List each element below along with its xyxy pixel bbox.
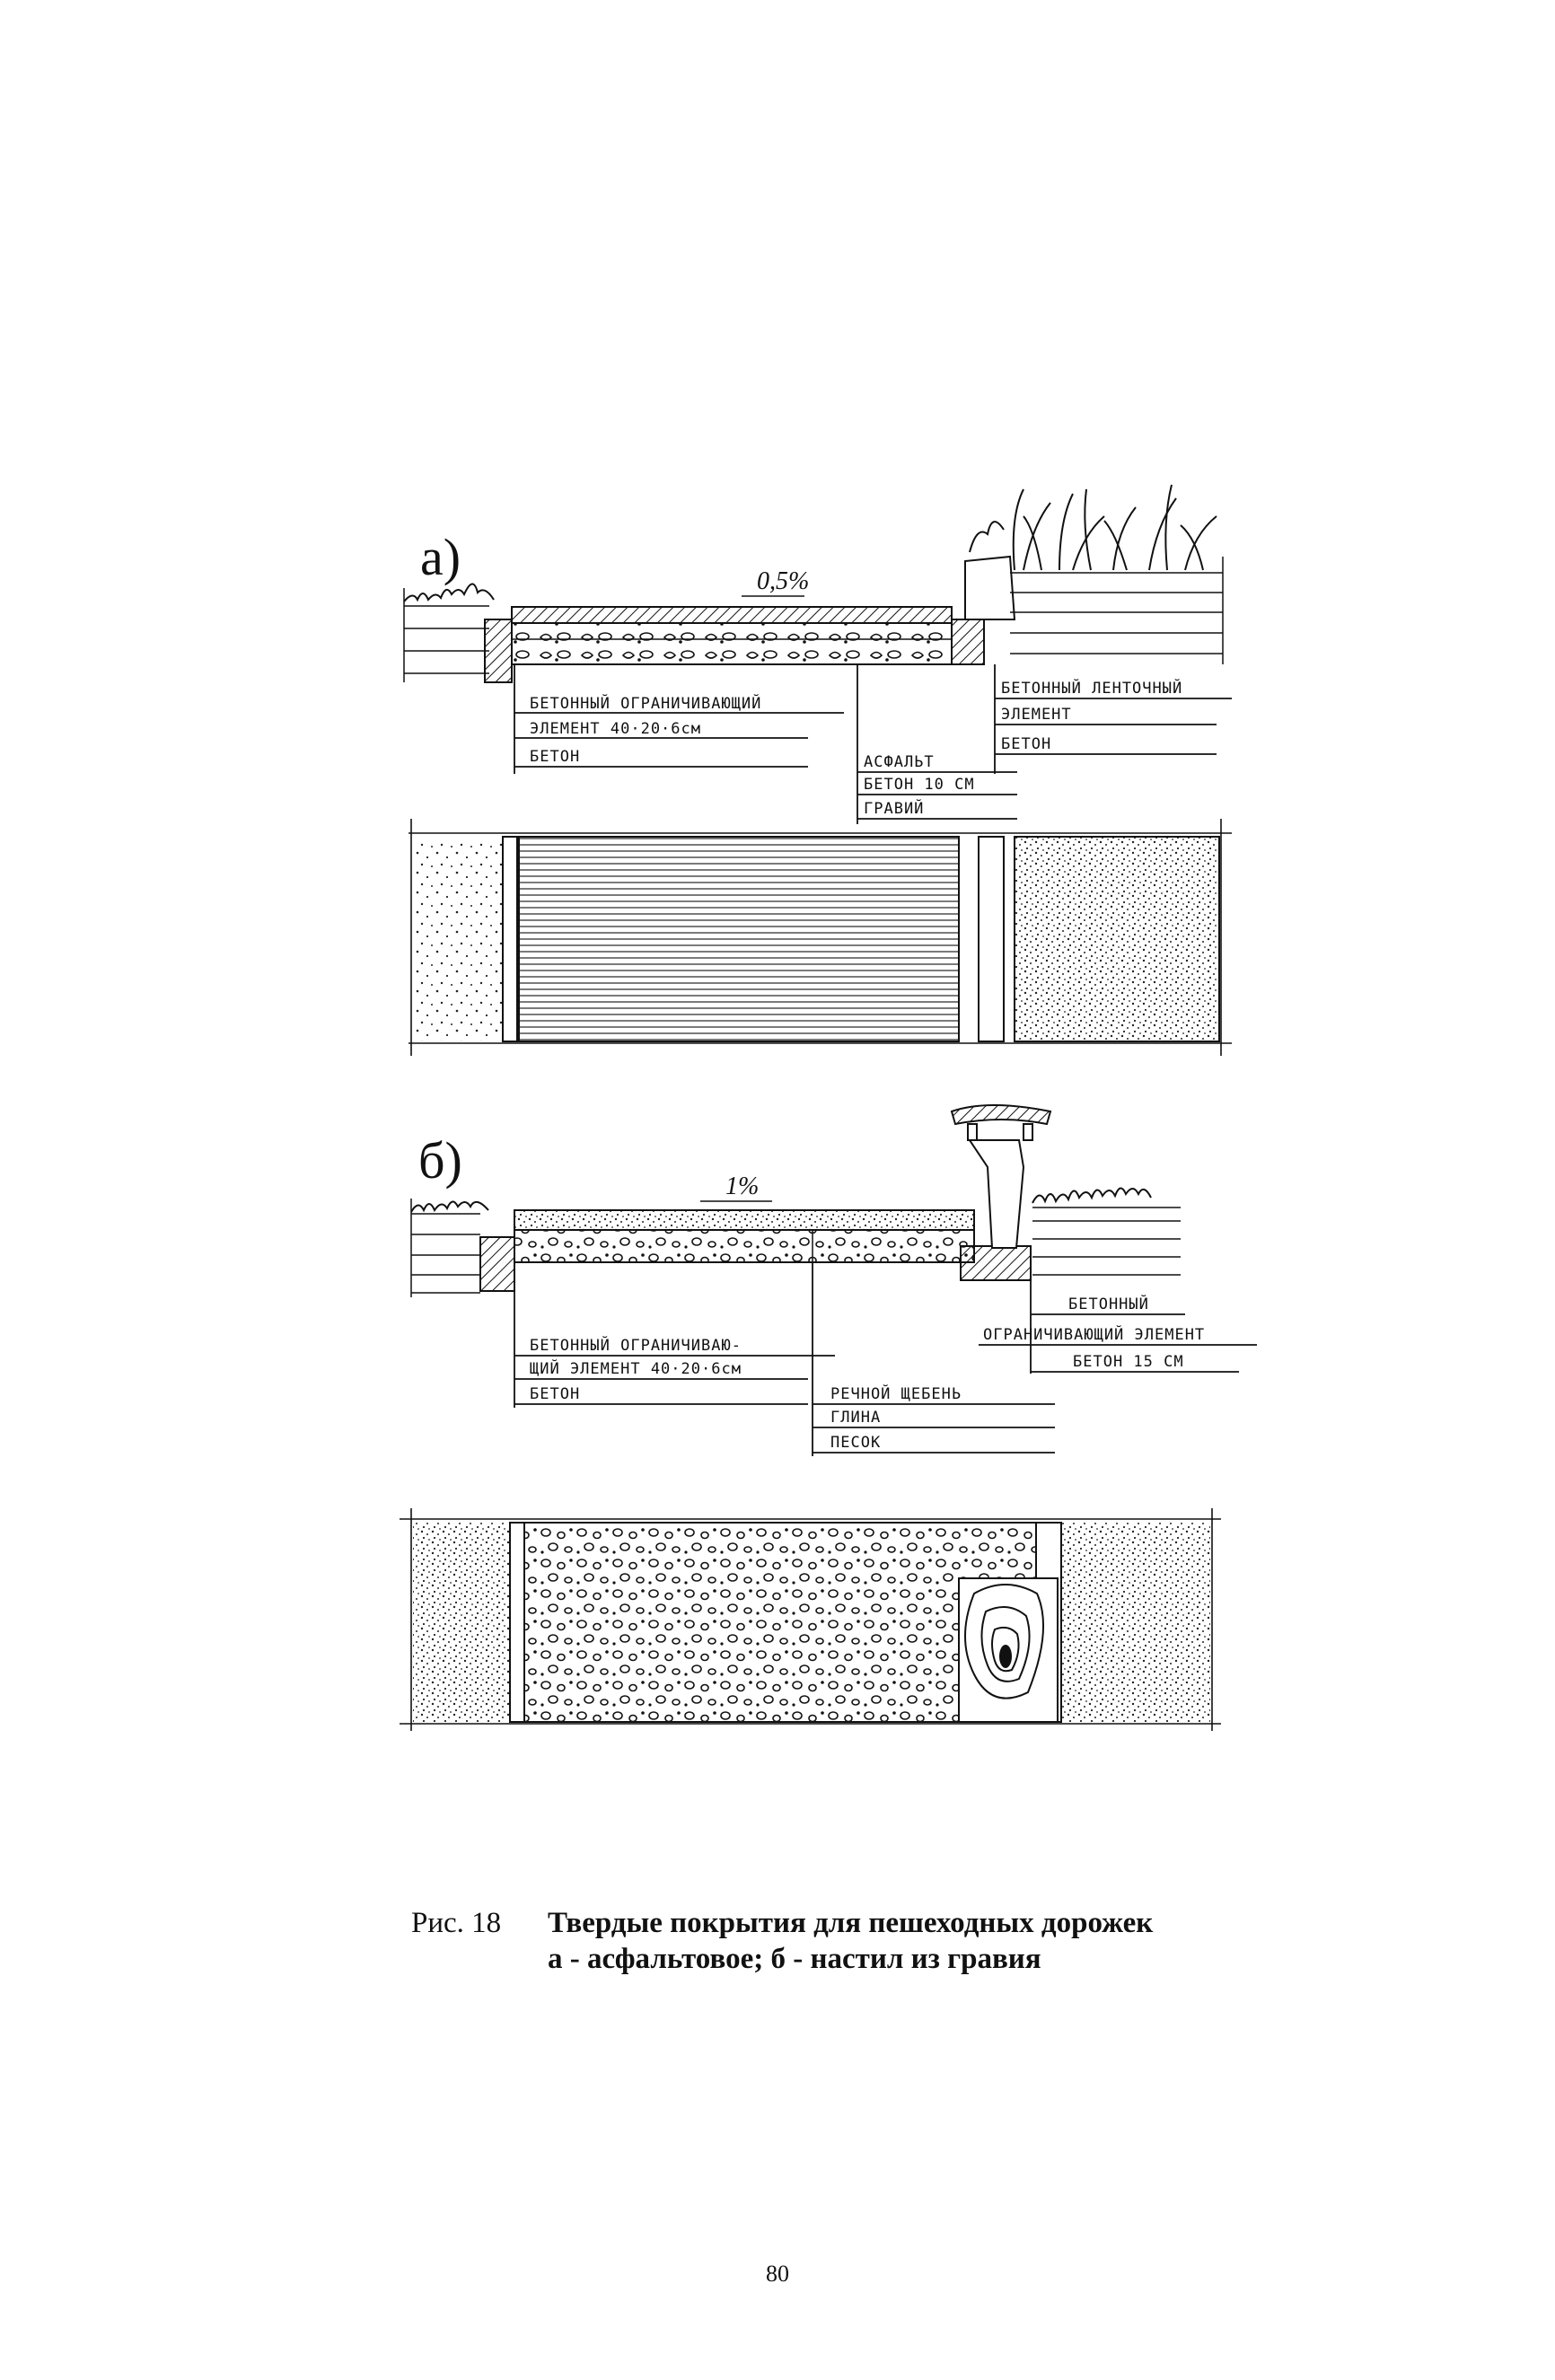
plan-a-asphalt [519, 837, 959, 1041]
label-b-surface-1: РЕЧНОЙ ЩЕБЕНЬ [830, 1385, 962, 1403]
curb-right-b [961, 1246, 1031, 1280]
grass-right-b [1032, 1188, 1151, 1203]
planter-wall-a [965, 557, 1015, 619]
slope-label-a: 0,5% [757, 567, 810, 595]
ground-left-b [411, 1199, 480, 1297]
caption-title: Твердые покрытия для пешеходных дорожек [548, 1907, 1154, 1939]
river-gravel-layer [514, 1210, 974, 1230]
caption-line-1 [411, 1905, 1153, 1941]
curb-left-b [480, 1237, 514, 1291]
slope-label-b: 1% [725, 1172, 760, 1200]
plan-a-planted-bed [1015, 837, 1219, 1041]
concrete-layer-a [512, 623, 952, 664]
figure-b-plan [400, 1508, 1221, 1731]
label-b-surface-3: ПЕСОК [830, 1434, 882, 1452]
label-a-left-edge-2: ЭЛЕМЕНТ 40·20·6см [530, 720, 701, 738]
plan-b-ground-left [413, 1523, 510, 1722]
label-a-right-edge-2: ЭЛЕМЕНТ [1001, 706, 1072, 724]
label-a-right-edge-1: БЕТОННЫЙ ЛЕНТОЧНЫЙ [1001, 680, 1183, 698]
asphalt-layer [512, 607, 952, 623]
ground-right-a [1010, 557, 1223, 664]
plan-b-ground-right [1061, 1523, 1210, 1722]
figure-b-section [411, 1105, 1257, 1456]
curb-left-a [485, 619, 512, 682]
label-a-left-edge-3: БЕТОН [530, 748, 581, 766]
figure-a-plan [409, 819, 1232, 1056]
curb-right-a [952, 619, 984, 664]
figure-caption [411, 1905, 1153, 1977]
panel-label-b: б) [418, 1131, 462, 1190]
plan-b-lamp-base [959, 1578, 1058, 1722]
label-a-right-edge-3: БЕТОН [1001, 735, 1052, 753]
clay-layer [514, 1230, 974, 1262]
grass-left-a [404, 584, 494, 602]
panel-label-a: а) [420, 528, 461, 586]
page-number: 80 [766, 2261, 789, 2287]
label-a-surface-3: ГРАВИЙ [864, 800, 925, 818]
label-b-left-edge-2: ЩИЙ ЭЛЕМЕНТ 40·20·6см [530, 1360, 742, 1378]
figure-a-section [404, 485, 1232, 824]
caption-line-2: а - асфальтовое; б - настил из гравия [548, 1943, 1041, 1975]
label-b-left-edge-3: БЕТОН [530, 1385, 581, 1403]
plan-a-curb-right [979, 837, 1004, 1041]
plan-a-ground-left [413, 839, 503, 1041]
label-b-right-edge-1: БЕТОННЫЙ [1068, 1295, 1149, 1313]
label-b-right-edge-2: ОГРАНИЧИВАЮЩИЙ ЭЛЕМЕНТ [983, 1326, 1206, 1344]
label-a-surface-2: БЕТОН 10 СМ [864, 776, 975, 794]
label-b-left-edge-1: БЕТОННЫЙ ОГРАНИЧИВАЮ- [530, 1337, 742, 1355]
plan-a-curb-left [503, 837, 517, 1041]
ground-right-b [1032, 1208, 1181, 1275]
plan-b-curb-left [510, 1523, 524, 1722]
figure-number: Рис. 18 [411, 1907, 502, 1939]
ground-left-a [404, 588, 489, 682]
label-a-surface-1: АСФАЛЬТ [864, 753, 935, 771]
label-b-surface-2: ГЛИНА [830, 1409, 882, 1427]
label-a-left-edge-1: БЕТОННЫЙ ОГРАНИЧИВАЮЩИЙ [530, 695, 762, 713]
grass-left-b [411, 1201, 488, 1212]
label-b-right-edge-3: БЕТОН 15 СМ [1073, 1353, 1184, 1371]
